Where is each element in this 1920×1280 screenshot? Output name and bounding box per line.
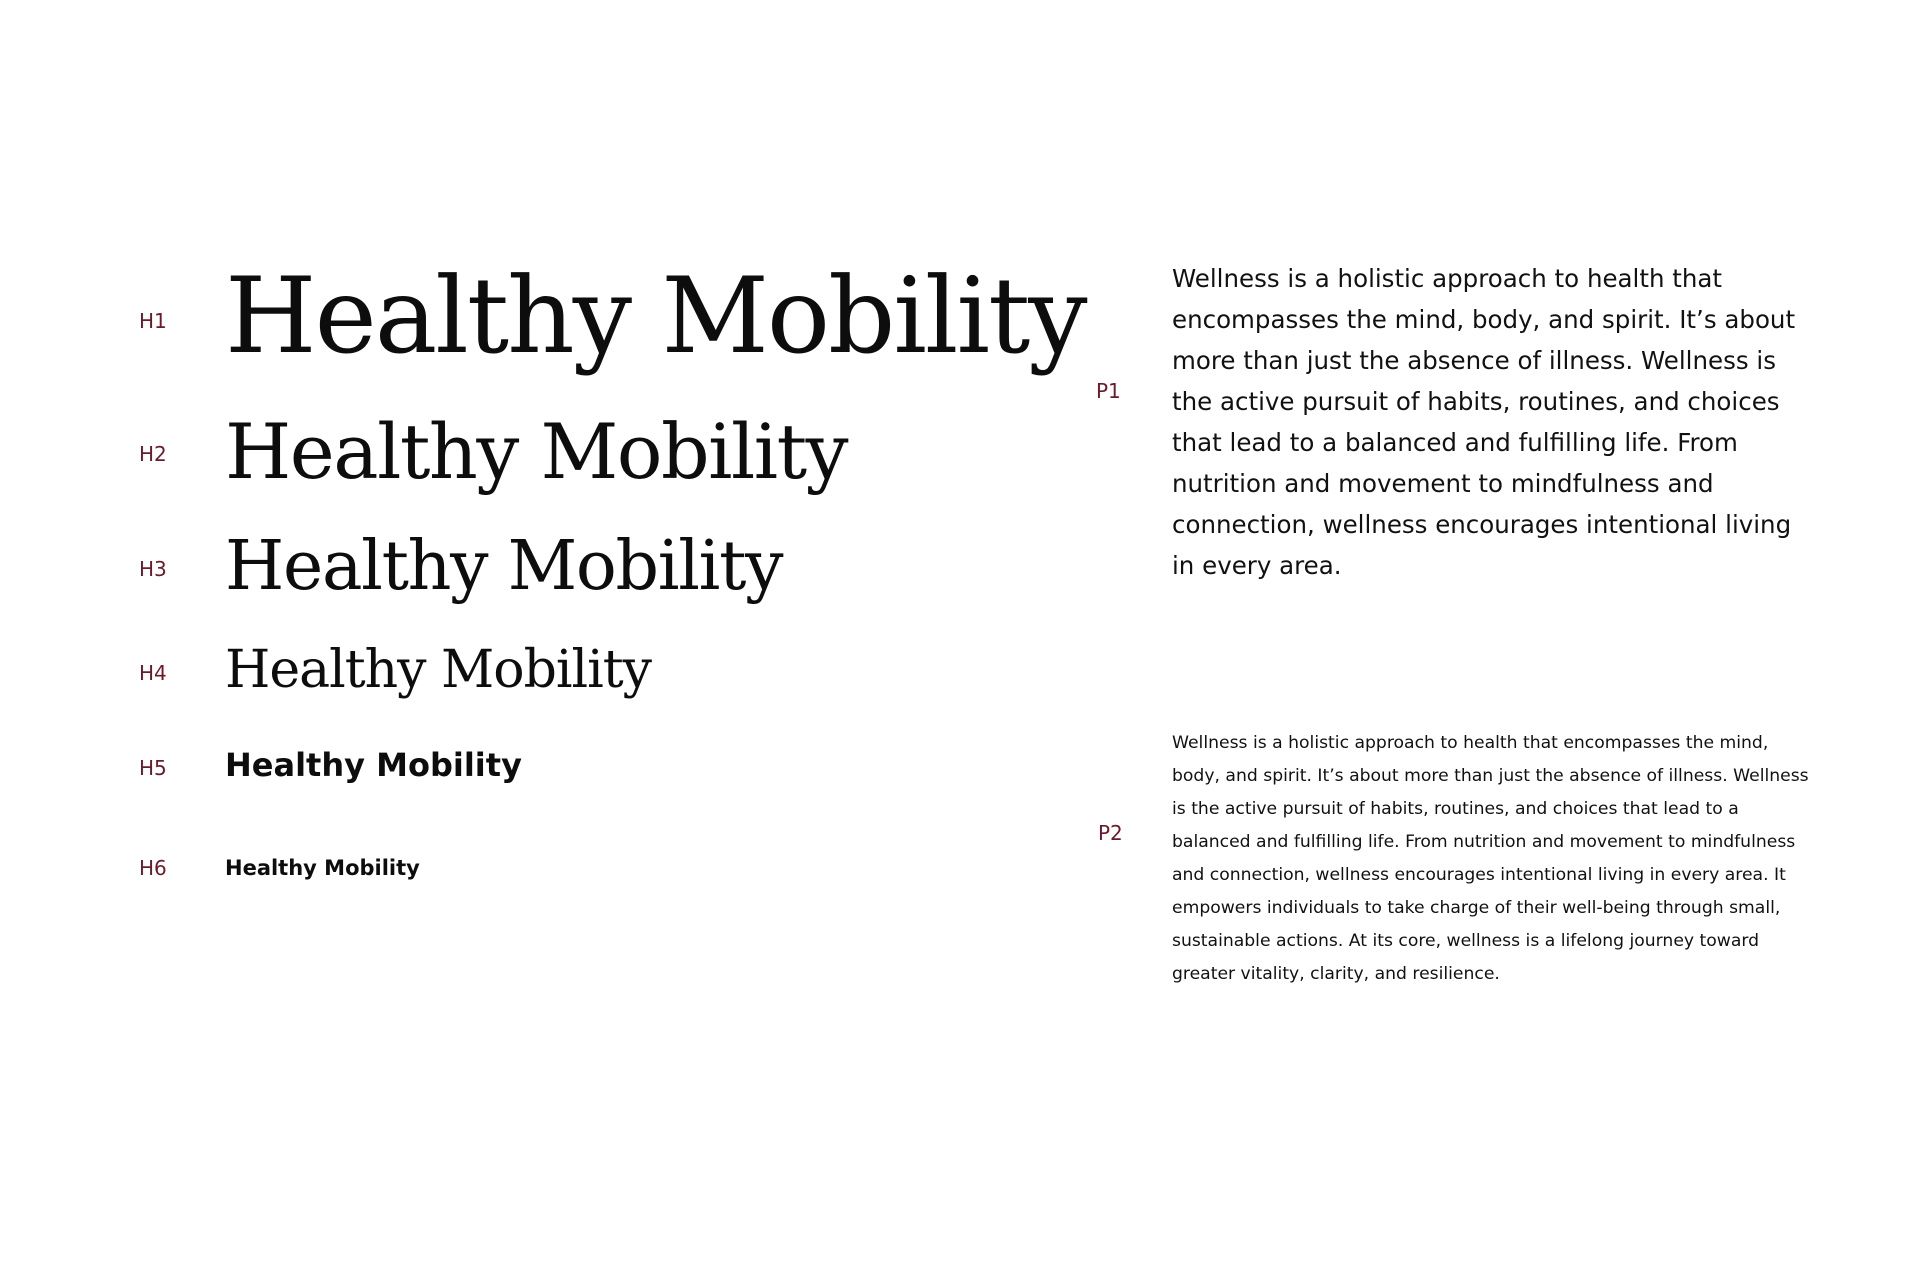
h3-sample-heading: Healthy Mobility [225,527,783,606]
p2-sample-paragraph: Wellness is a holistic approach to health that encompasses the mind, body, and spirit. It’s about more than just the absence of illness. Wellness is the active pursuit of habits, routines, and choices that lead to a balanced and fulfilling life. From nutrition and movement to mindfulness and connection, wellness encourages intentional living in every area. It empowers individuals to take charge of their well-being through small, sustainable actions. At its core, wellness is a lifelong journey toward greater vitality, clarity, and resilience. [1172,733,1809,984]
p1-tag-label: P1 [1096,379,1121,403]
h3-tag-label: H3 [139,557,167,581]
p2-tag-label: P2 [1098,821,1123,845]
h4-tag-label: H4 [139,661,167,685]
h4-sample-heading: Healthy Mobility [225,640,652,700]
h1-tag-label: H1 [139,309,167,333]
h5-sample-heading: Healthy Mobility [225,746,522,784]
h1-sample-heading: Healthy Mobility [225,255,1086,377]
h6-tag-label: H6 [139,856,167,880]
p1-sample-paragraph: Wellness is a holistic approach to health that encompasses the mind, body, and spirit. It’s about more than just the absence of illness. Wellness is the active pursuit of habits, routines, and choices that lead to a balanced and fulfilling life. From nutrition and movement to mindfulness and connection, wellness encourages intentional living in every area. [1172,264,1796,580]
h2-sample-heading: Healthy Mobility [225,407,848,496]
h5-tag-label: H5 [139,756,167,780]
h2-tag-label: H2 [139,442,167,466]
h6-sample-heading: Healthy Mobility [225,856,420,880]
